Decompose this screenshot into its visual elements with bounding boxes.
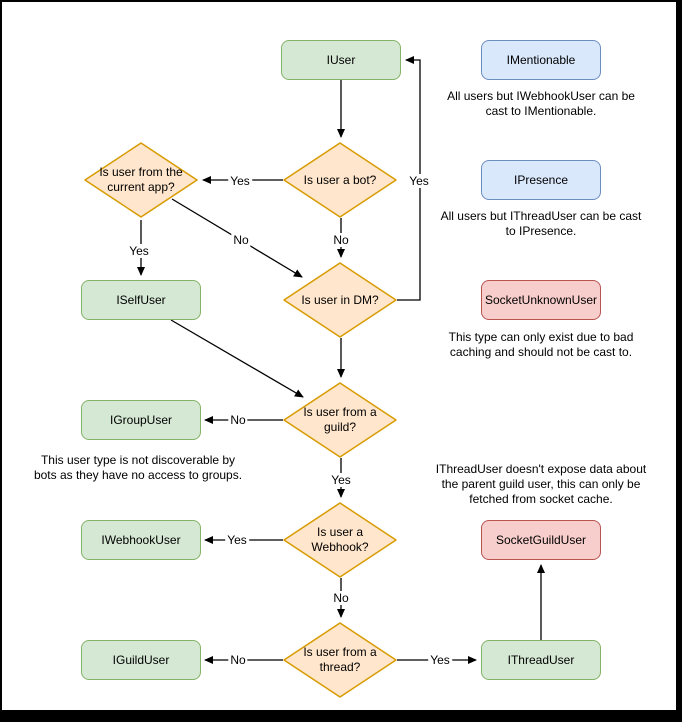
node-iwebhookuser-label: IWebhookUser (101, 532, 181, 547)
edge-label-no-guild-to-group: No (230, 413, 246, 427)
node-imentionable (481, 40, 601, 80)
edge-label-no-app-to-dm: No (233, 233, 249, 247)
node-socketguilduser-label: SocketGuildUser (495, 532, 587, 547)
node-socketguilduser (481, 520, 601, 560)
edge-label-yes-thread-to-ithread: Yes (430, 653, 450, 667)
edge-label-no-thread-to-guild: No (230, 653, 246, 667)
caption-socketunknown: This type can only exist due to bad caching and should not be cast to. (448, 330, 634, 359)
node-iselfuser (81, 280, 201, 320)
caption-imentionable: All users but IWebhookUser can be cast to IMentionable. (447, 89, 635, 118)
edge-label-no-bot-to-dm: No (333, 233, 349, 247)
edge-label-yes-bot-to-app: Yes (230, 174, 250, 188)
node-igroupuser-label: IGroupUser (109, 412, 173, 427)
node-iselfuser-label: ISelfUser (116, 292, 166, 307)
node-ipresence-label: IPresence (513, 172, 569, 187)
decision-is-user-a-bot (283, 142, 397, 218)
edge-label-yes-dm-to-iuser: Yes (409, 174, 429, 188)
decision-is-user-a-webhook (283, 502, 397, 578)
node-ipresence (481, 160, 601, 200)
decision-is-user-from-guild-label: Is user from a guild? (303, 405, 377, 434)
node-iuser (281, 40, 401, 80)
edge-label-yes-app-to-selfuser: Yes (129, 244, 149, 258)
caption-ithreaduser: IThreadUser doesn't expose data about the parent guild user, this can only be fetched from socket cache. (435, 462, 647, 506)
decision-is-user-from-guild (283, 382, 397, 458)
decision-is-user-from-current-app (84, 142, 198, 218)
node-iuser-label: IUser (326, 52, 356, 67)
edge-label-no-webhook-to-thread: No (333, 591, 349, 605)
decision-is-user-from-thread-label: Is user from a thread? (303, 645, 377, 674)
edge-label-yes-webhook-to-ihook: Yes (227, 533, 247, 547)
node-igroupuser (81, 400, 201, 440)
decision-is-user-a-bot-label: Is user a bot? (303, 172, 377, 187)
node-imentionable-label: IMentionable (506, 52, 576, 67)
node-ithreaduser-label: IThreadUser (507, 652, 575, 667)
decision-is-user-from-thread (283, 622, 397, 698)
decision-is-user-in-dm-label: Is user in DM? (301, 292, 379, 307)
node-iwebhookuser (81, 520, 201, 560)
node-socketunknownuser (481, 280, 601, 320)
node-socketunknownuser-label: SocketUnknownUser (484, 292, 598, 307)
decision-is-user-in-dm (283, 262, 397, 338)
node-ithreaduser (481, 640, 601, 680)
node-iguilduser (81, 640, 201, 680)
decision-is-user-a-webhook-label: Is user a Webhook? (311, 525, 369, 554)
edge-label-yes-guild-to-webhook: Yes (331, 473, 351, 487)
caption-ipresence: All users but IThreadUser can be cast to IPresence. (440, 209, 642, 238)
node-iguilduser-label: IGuildUser (112, 652, 170, 667)
decision-is-user-from-current-app-label: Is user from the current app? (99, 165, 183, 194)
caption-igroupuser: This user type is not discoverable by bots as they have no access to groups. (33, 453, 243, 482)
